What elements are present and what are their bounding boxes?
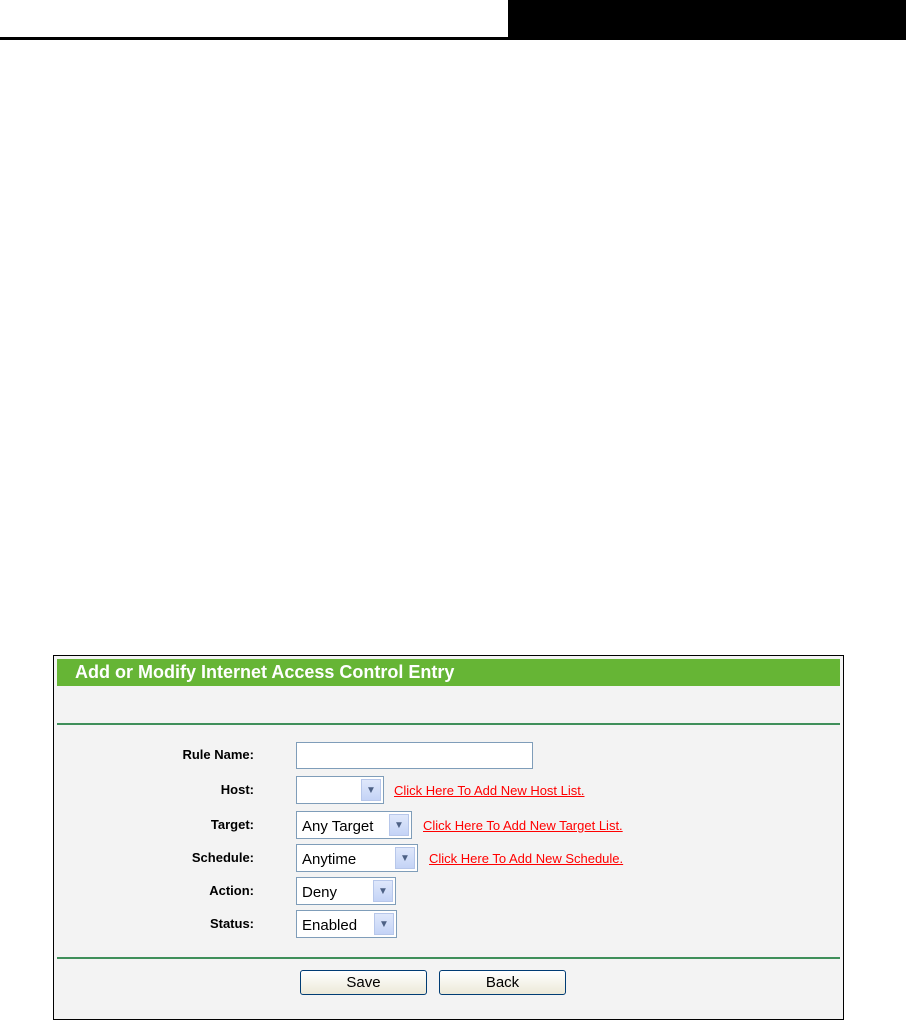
chevron-down-icon[interactable]: ▼: [373, 880, 393, 902]
host-select[interactable]: [296, 776, 384, 804]
chevron-down-icon[interactable]: ▼: [361, 779, 381, 801]
add-host-list-link[interactable]: Click Here To Add New Host List.: [394, 783, 585, 798]
schedule-label: Schedule:: [191, 850, 254, 865]
rule-name-label: Rule Name:: [182, 747, 254, 762]
target-select[interactable]: [296, 811, 412, 839]
save-button[interactable]: Save: [300, 970, 427, 995]
target-select-value: Any Target: [302, 818, 374, 835]
schedule-select-value: Anytime: [302, 851, 357, 868]
status-select-value: Enabled: [302, 917, 358, 934]
header-rule: [0, 37, 906, 40]
rule-name-input[interactable]: [296, 742, 533, 769]
bottom-divider: [57, 957, 840, 959]
access-control-panel: [53, 655, 844, 1020]
chevron-down-icon[interactable]: ▼: [395, 847, 415, 869]
target-label: Target:: [210, 817, 254, 832]
schedule-select[interactable]: [296, 844, 418, 872]
chevron-down-icon[interactable]: ▼: [374, 913, 394, 935]
header-block: [508, 0, 906, 40]
add-schedule-link[interactable]: Click Here To Add New Schedule.: [429, 851, 624, 866]
host-label: Host:: [220, 782, 254, 797]
chevron-down-icon[interactable]: ▼: [389, 814, 409, 836]
action-label: Action:: [209, 883, 254, 898]
status-label: Status:: [209, 916, 254, 931]
top-divider: [57, 723, 840, 725]
add-target-list-link[interactable]: Click Here To Add New Target List.: [423, 818, 623, 833]
panel-title: Add or Modify Internet Access Control Entry: [57, 659, 840, 686]
status-select[interactable]: [296, 910, 397, 938]
action-select-value: Deny: [302, 884, 338, 901]
back-button[interactable]: Back: [439, 970, 566, 995]
action-select[interactable]: [296, 877, 396, 905]
